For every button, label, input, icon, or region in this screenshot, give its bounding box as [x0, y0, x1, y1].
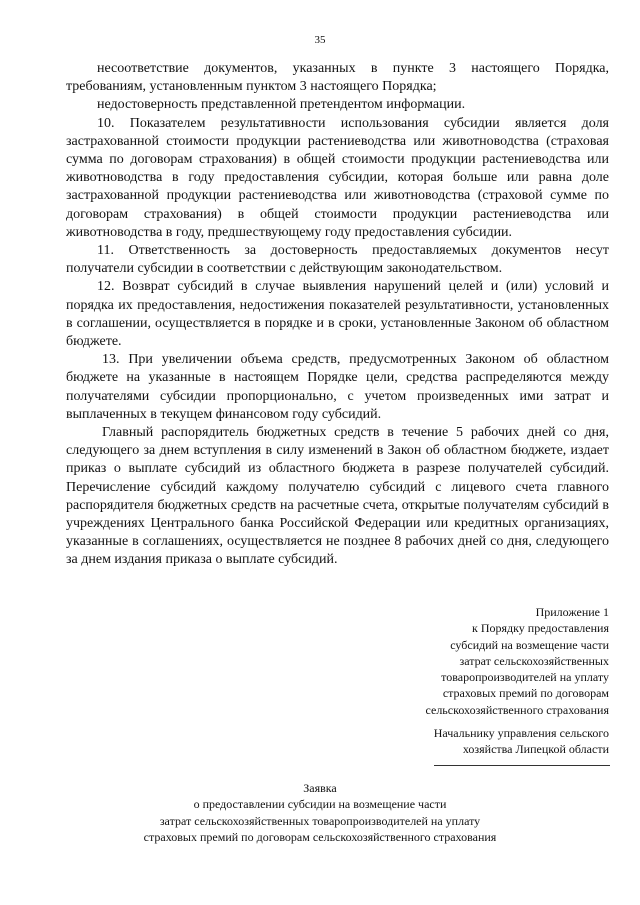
paragraph-item-13: 13. При увеличении объема средств, предусмотренных Законом об областном бюджете на указанные в настоящем Порядке цели, средства распределяются между получателями субсидии пропорционально, с учетом произведенных ими затрат и выплаченных в текущем финансовом году субсидий. — [66, 352, 609, 422]
paragraph-item-10: 10. Показателем результативности использования субсидии является доля застрахованной стоимости продукции растениеводства или животноводства (страховая сумма по договорам страхования) в общей стоимости продукции растениеводства или животноводства в году предоставления субсидии, которая больше или равна доле застрахованной продукции растениеводства или животноводства (страховой сумме по договорам страхования) в общей стоимости продукции растениеводства или животноводства в году, предшествующему году предоставления субсидии. — [66, 115, 609, 240]
application-title-line: о предоставлении субсидии на возмещение части — [193, 797, 447, 812]
paragraph-noncompliance: несоответствие документов, указанных в пункте 3 настоящего Порядка, требованиям, установленным пунктом 3 настоящего Порядка; — [66, 61, 609, 95]
paragraph-unreliable-info: недостоверность представленной претендентом информации. — [97, 97, 466, 113]
appendix-line: товаропроизводителей на уплату — [441, 670, 609, 685]
application-title-line: затрат сельскохозяйственных товаропроизводителей на уплату — [159, 813, 481, 828]
appendix-line: Приложение 1 — [535, 605, 609, 619]
page-number: 35 — [314, 34, 326, 46]
application-heading: Заявка — [303, 781, 337, 795]
appendix-line: сельскохозяйственного страхования — [425, 702, 609, 717]
addressee-line: Начальнику управления сельского — [433, 726, 609, 740]
paragraph-item-11: 11. Ответственность за достоверность предоставляемых документов несут получатели субсидии в соответствии с действующим законодательством. — [66, 243, 609, 277]
application-title — [0, 780, 640, 845]
addressee-line: хозяйства Липецкой области — [462, 742, 609, 757]
signature-line — [434, 765, 610, 766]
paragraph-chief-administrator: Главный распорядитель бюджетных средств в течение 5 рабочих дней со дня, следующего за днем вступления в силу изменений в Закон об областном бюджете, издает приказ о выплате субсидий из областного бюджета в разрезе получателей субсидий. Перечисление субсидий каждому получателю субсидий с лицевого счета главного распорядителя бюджетных средств на расчетные счета, открытые получателям субсидий в учреждениях Центрального банка Российской Федерации или кредитных организациях, указанные в соглашениях, осуществляется не позднее 8 рабочих дней со дня, следующего за днем издания приказа о выплате субсидий. — [66, 425, 609, 568]
appendix-line: к Порядку предоставления — [471, 621, 609, 636]
paragraph-item-12: 12. Возврат субсидий в случае выявления нарушений целей и (или) условий и порядка их предоставления, недостижения показателей результативности, установленных в соглашении, осуществляется в порядке и в сроки, установленные Законом об областном бюджете. — [66, 279, 609, 350]
addressee-block — [369, 725, 609, 758]
appendix-header — [369, 604, 609, 718]
application-title-line: страховых премий по договорам сельскохозяйственного страхования — [143, 829, 497, 844]
document-body — [66, 60, 609, 570]
appendix-line: затрат сельскохозяйственных — [459, 653, 609, 668]
appendix-line: страховых премий по договорам — [442, 686, 609, 701]
appendix-line: субсидий на возмещение части — [450, 637, 609, 652]
